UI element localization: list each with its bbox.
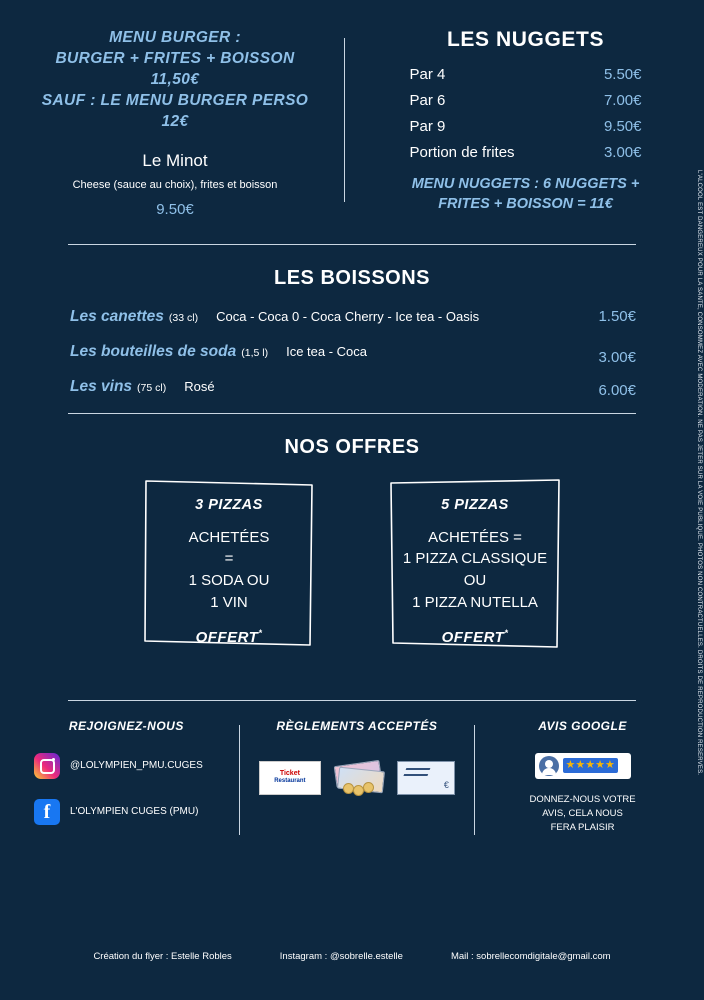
offer-body-line: OU: [463, 572, 487, 590]
drink-volume: (1,5 l): [241, 346, 269, 359]
nugget-label: Par 6: [409, 92, 446, 109]
offres-section: [0, 436, 704, 664]
list-item: [410, 118, 642, 135]
burger-menu-line-5: 12€: [161, 112, 189, 130]
instagram-icon: [34, 753, 60, 779]
ticket-line-2: Restaurant: [274, 778, 306, 785]
offer-body-line: 1 VIN: [210, 593, 248, 611]
nugget-price: 5.50€: [603, 66, 642, 83]
drink-description: Rosé: [184, 378, 215, 394]
footer-social-column: [24, 719, 229, 845]
nugget-label: Par 4: [409, 66, 446, 83]
drink-volume: (33 cl): [168, 311, 199, 324]
offer-footer-label: OFFERT: [441, 628, 505, 646]
offer-card-3-pizzas: [140, 477, 318, 664]
offer-footer: [150, 628, 308, 646]
payment-methods-row: [250, 761, 464, 795]
reviews-text-line: FERA PLAISIR: [550, 822, 615, 834]
google-review-badge[interactable]: [535, 753, 631, 779]
burger-menu-line-1: MENU BURGER :: [109, 29, 241, 46]
nugget-label: Par 9: [409, 118, 446, 135]
offres-title: NOS OFFRES: [284, 435, 420, 458]
instagram-handle: @LOLYMPIEN_PMU.CUGES: [70, 760, 203, 772]
burger-menu-block: [24, 28, 344, 218]
drink-volume: (75 cl): [137, 381, 167, 394]
offer-body: [396, 527, 554, 614]
drink-name: Les canettes: [70, 307, 164, 325]
facebook-link[interactable]: [34, 799, 229, 825]
credits-bar: [0, 951, 704, 962]
reviews-text-line: DONNEZ-NOUS VOTRE: [529, 793, 636, 805]
nuggets-promo-line-1: MENU NUGGETS : 6 NUGGETS +: [411, 176, 640, 192]
footer-divider-1: [239, 725, 240, 835]
instagram-link[interactable]: [34, 753, 229, 779]
reviews-text-line: AVIS, CELA NOUS: [542, 807, 623, 819]
offer-footer-asterisk: *: [258, 627, 263, 638]
cash-icon: [333, 761, 385, 795]
top-section: [0, 0, 704, 218]
drink-description: Coca - Coca 0 - Coca Cherry - Ice tea - Oasis: [216, 308, 480, 324]
facebook-handle: L'OLYMPIEN CUGES (PMU): [70, 806, 199, 818]
offer-body-line: 1 PIZZA NUTELLA: [412, 593, 538, 611]
footer-reviews-text: [485, 793, 680, 836]
offer-footer: [396, 628, 554, 646]
burger-item-price: 9.50€: [156, 200, 194, 218]
offer-heading: 5 PIZZAS: [441, 496, 509, 513]
ticket-line-1: Ticket: [279, 770, 300, 778]
legal-notice: L'ALCOOL EST DANGEREUX POUR LA SANTE, CONSOMMEZ AVEC MODERATION. NE PAS JETER SUR LA VOIE PUBLIQUE. PHOTOS NON CONTRACTUELLES. DROITS DE REPRODUCTION RESERVES.: [696, 170, 702, 776]
avatar: [539, 756, 559, 776]
nugget-price: 7.00€: [603, 92, 642, 109]
drink-price: 3.00€: [598, 348, 636, 366]
drink-price: 1.50€: [598, 307, 636, 325]
drink-name: Les vins: [70, 377, 133, 395]
offer-body-line: =: [224, 550, 234, 568]
table-row: [24, 342, 680, 366]
credit-creation: Création du flyer : Estelle Robles: [93, 951, 232, 962]
ticket-restaurant-icon: [259, 761, 321, 795]
credit-card-icon: [397, 761, 455, 795]
drink-name: Les bouteilles de soda: [70, 342, 237, 360]
offer-body: [150, 527, 308, 614]
offer-heading: 3 PIZZAS: [195, 496, 263, 513]
offer-footer-asterisk: *: [504, 627, 509, 638]
nugget-price: 3.00€: [603, 144, 642, 161]
nuggets-price-list: [410, 66, 642, 161]
burger-menu-line-2: BURGER + FRITES + BOISSON: [55, 49, 295, 67]
credit-mail: Mail : sobrellecomdigitale@gmail.com: [450, 951, 611, 962]
list-item: [410, 92, 642, 109]
burger-item-name: Le Minot: [142, 150, 208, 170]
boissons-section: [0, 266, 704, 399]
nuggets-promo: [371, 175, 680, 214]
offer-body-line: 1 PIZZA CLASSIQUE: [402, 550, 548, 568]
table-row: [24, 377, 680, 399]
facebook-icon: f: [34, 799, 60, 825]
burger-menu-line-4: SAUF : LE MENU BURGER PERSO: [41, 91, 309, 109]
footer-payments-column: [250, 719, 464, 845]
burger-menu-heading: [24, 28, 326, 133]
divider-offres-top: [68, 413, 636, 414]
boissons-title: LES BOISSONS: [273, 266, 431, 289]
burger-item-description: Cheese (sauce au choix), frites et boisson: [72, 178, 278, 191]
drink-description: Ice tea - Coca: [286, 343, 368, 359]
divider-boissons-top: [68, 244, 636, 245]
nugget-price: 9.50€: [603, 118, 642, 135]
nuggets-block: [345, 28, 680, 218]
star-rating-icon: ★★★★★: [563, 758, 618, 773]
footer-divider-2: [474, 725, 475, 835]
footer-reviews-title: AVIS GOOGLE: [538, 718, 627, 733]
list-item: [410, 66, 642, 83]
footer-social-title: REJOIGNEZ-NOUS: [68, 718, 184, 733]
table-row: [24, 308, 680, 326]
offer-card-5-pizzas: [386, 477, 564, 664]
footer-payments-title: RÈGLEMENTS ACCEPTÉS: [276, 718, 438, 733]
offer-body-line: ACHETÉES =: [428, 528, 522, 546]
offer-body-line: 1 SODA OU: [188, 572, 270, 590]
offer-body-line: ACHETÉES: [188, 528, 270, 546]
burger-menu-line-3: 11,50€: [150, 70, 200, 88]
nuggets-promo-line-2: FRITES + BOISSON = 11€: [438, 195, 613, 212]
footer-reviews-column: [485, 719, 680, 845]
list-item: [410, 144, 642, 161]
drink-price: 6.00€: [598, 381, 636, 399]
nugget-label: Portion de frites: [409, 144, 515, 161]
offers-container: [24, 477, 680, 664]
credit-instagram: Instagram : @sobrelle.estelle: [279, 951, 403, 962]
nuggets-title: LES NUGGETS: [446, 28, 605, 51]
card-euro-symbol: €: [443, 779, 449, 790]
footer-section: [0, 701, 704, 845]
offer-footer-label: OFFERT: [195, 628, 259, 646]
